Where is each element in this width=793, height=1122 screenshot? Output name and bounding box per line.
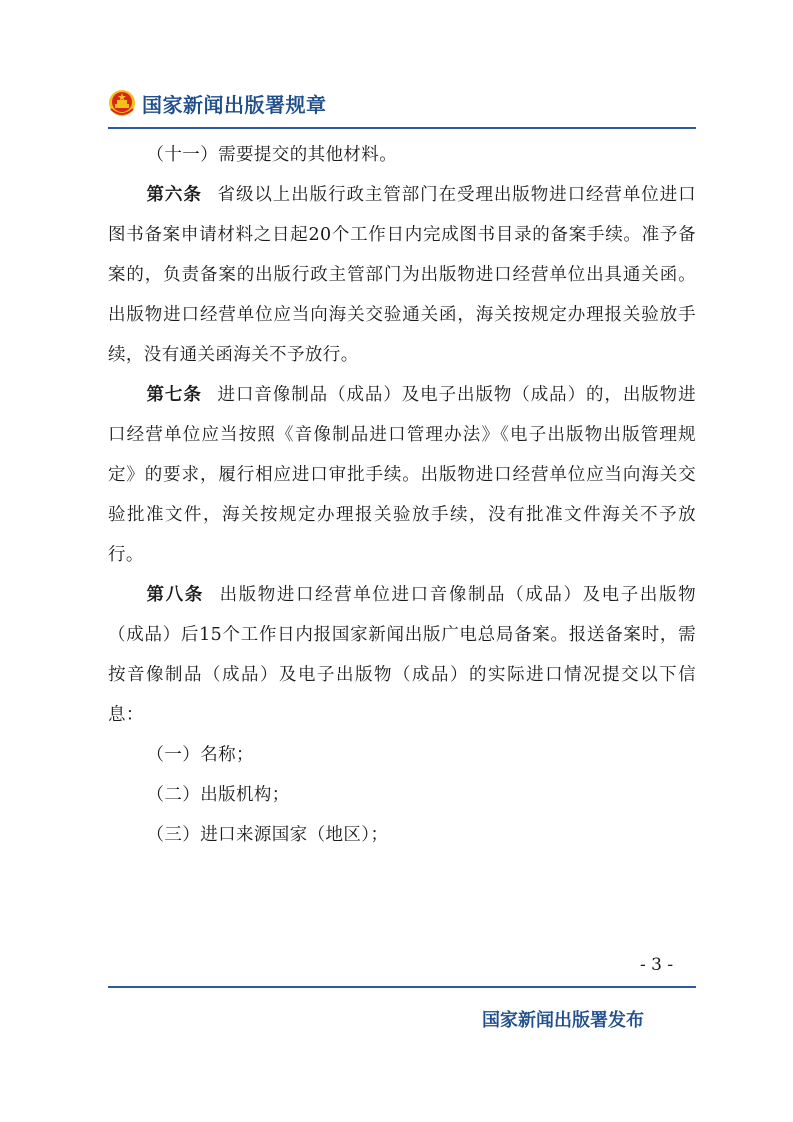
article-8 — [108, 575, 696, 735]
paragraph-text: （一）名称； — [146, 745, 254, 765]
paragraph-text: 进口音像制品（成品）及电子出版物（成品）的，出版物进口经营单位应当按照《音像制品进口管理办法》《电子出版物出版管理规定》的要求，履行相应进口审批手续。出版物进口经营单位应当向海关交验批准文件，海关按规定办理报关验放手续，没有批准文件海关不予放行。 — [108, 385, 697, 565]
paragraph-text: （二）出版机构； — [146, 785, 290, 805]
article-heading: 第七条 — [146, 385, 202, 405]
header-title: 国家新闻出版署规章 — [142, 92, 327, 117]
list-item-3 — [108, 815, 696, 855]
list-item-2 — [108, 775, 696, 815]
document-body — [108, 135, 696, 855]
article-7 — [108, 375, 696, 575]
paragraph-text: 出版物进口经营单位进口音像制品（成品）及电子出版物（成品）后15个工作日内报国家新闻出版广电总局备案。报送备案时，需按音像制品（成品）及电子出版物（成品）的实际进口情况提交以下信息： — [108, 585, 697, 725]
article-heading: 第八条 — [146, 585, 204, 605]
page-header — [108, 88, 327, 118]
paragraph-text: 省级以上出版行政主管部门在受理出版物进口经营单位进口图书备案申请材料之日起20个工作日内完成图书目录的备案手续。准予备案的，负责备案的出版行政主管部门为出版物进口经营单位出具通关函。出版物进口经营单位应当向海关交验通关函，海关按规定办理报关验放手续，没有通关函海关不予放行。 — [108, 185, 697, 365]
header-divider — [108, 127, 696, 129]
national-emblem-icon — [108, 89, 136, 117]
article-heading: 第六条 — [146, 185, 202, 205]
footer-publisher: 国家新闻出版署发布 — [482, 1010, 644, 1031]
paragraph-text: （三）进口来源国家（地区）； — [146, 825, 389, 845]
paragraph-text: （十一）需要提交的其他材料。 — [146, 145, 398, 165]
footer-divider — [108, 986, 696, 988]
list-item-1 — [108, 735, 696, 775]
page-number: - 3 - — [640, 955, 674, 975]
article-6 — [108, 175, 696, 375]
paragraph-item-11 — [108, 135, 696, 175]
